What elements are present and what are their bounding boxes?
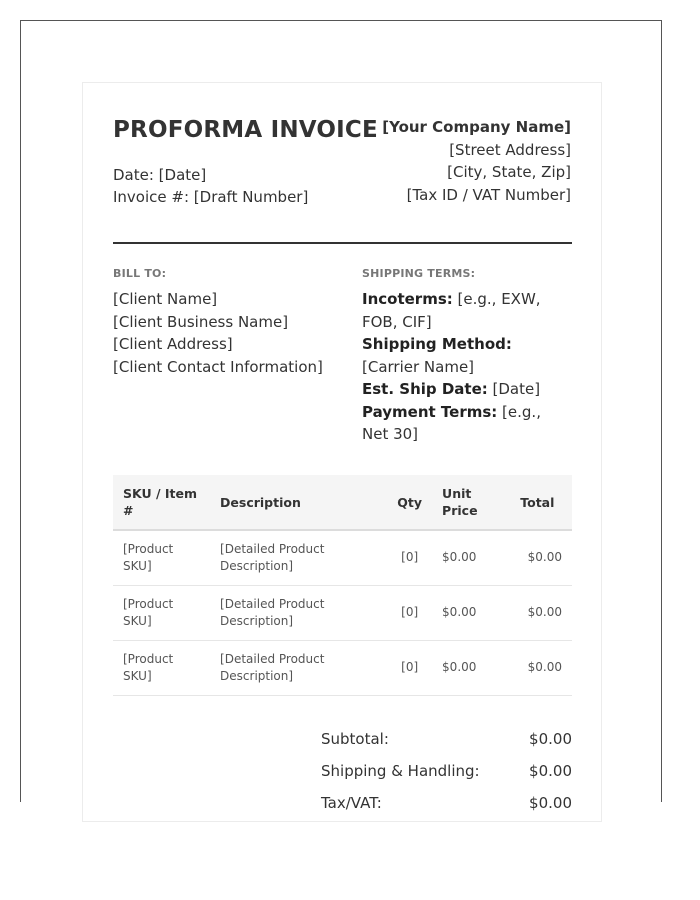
invoice-sheet — [82, 82, 602, 822]
tax-row — [321, 793, 572, 825]
cell-total: $0.00 — [510, 585, 572, 640]
shipping-terms-label: SHIPPING TERMS: — [362, 267, 476, 280]
cell-description: [Detailed Product Description] — [210, 585, 387, 640]
ship-date-line — [362, 378, 572, 401]
subtotal-row — [321, 729, 572, 761]
table-row — [113, 585, 572, 640]
cell-description: [Detailed Product Description] — [210, 530, 387, 585]
incoterms-line — [362, 288, 572, 333]
shipping-handling-value: $0.00 — [529, 762, 572, 780]
tax-value: $0.00 — [529, 794, 572, 812]
bill-to-block — [113, 288, 323, 378]
table-row — [113, 530, 572, 585]
incoterms-label: Incoterms: — [362, 290, 453, 308]
shipping-method-line — [362, 333, 572, 378]
ship-date-value: [Date] — [487, 380, 541, 398]
cell-qty: [0] — [387, 530, 432, 585]
company-tax-id: [Tax ID / VAT Number] — [406, 185, 571, 204]
company-name: [Your Company Name] — [382, 118, 571, 136]
shipping-handling-row — [321, 761, 572, 793]
line-items-table — [113, 475, 572, 696]
invoice-date: Date: [Date] — [113, 166, 207, 184]
page-frame — [20, 20, 662, 812]
cell-sku: [Product SKU] — [113, 640, 210, 695]
payment-terms-line — [362, 401, 572, 446]
table-header-row — [113, 475, 572, 530]
shipping-method-value: [Carrier Name] — [362, 357, 475, 376]
incoterms-value: [e.g., EXW, FOB, CIF] — [362, 290, 541, 331]
payment-terms-value: [e.g., Net 30] — [362, 402, 541, 443]
invoice-title: PROFORMA INVOICE — [113, 117, 378, 143]
cell-sku: [Product SKU] — [113, 530, 210, 585]
client-business-name: [Client Business Name] — [113, 312, 289, 331]
tax-label: Tax/VAT: — [321, 794, 382, 812]
cell-sku: [Product SKU] — [113, 585, 210, 640]
cell-qty: [0] — [387, 640, 432, 695]
cell-description: [Detailed Product Description] — [210, 640, 387, 695]
shipping-handling-label: Shipping & Handling: — [321, 762, 480, 780]
cell-total: $0.00 — [510, 640, 572, 695]
client-address: [Client Address] — [113, 335, 233, 353]
cell-unit-price: $0.00 — [432, 640, 510, 695]
cell-unit-price: $0.00 — [432, 530, 510, 585]
bill-to-label: BILL TO: — [113, 267, 167, 280]
client-name: [Client Name] — [113, 290, 218, 308]
table-row — [113, 640, 572, 695]
header-total: Total — [510, 475, 572, 530]
header-description: Description — [210, 475, 387, 530]
shipping-method-label: Shipping Method: — [362, 335, 512, 353]
cell-total: $0.00 — [510, 530, 572, 585]
header-unit-price: Unit Price — [432, 475, 510, 530]
cell-unit-price: $0.00 — [432, 585, 510, 640]
company-street: [Street Address] — [449, 140, 571, 159]
header-sku: SKU / Item # — [113, 475, 210, 530]
totals-block — [321, 729, 572, 825]
invoice-number: Invoice #: [Draft Number] — [113, 188, 309, 206]
cell-qty: [0] — [387, 585, 432, 640]
invoice-meta — [113, 164, 308, 208]
header-qty: Qty — [387, 475, 432, 530]
subtotal-label: Subtotal: — [321, 730, 389, 748]
client-contact: [Client Contact Information] — [113, 357, 323, 376]
company-city: [City, State, Zip] — [447, 163, 571, 181]
payment-terms-label: Payment Terms: — [362, 402, 498, 421]
company-block — [382, 116, 571, 206]
shipping-terms-block — [362, 288, 572, 446]
header-divider — [113, 242, 572, 244]
ship-date-label: Est. Ship Date: — [362, 380, 488, 398]
subtotal-value: $0.00 — [529, 730, 572, 748]
